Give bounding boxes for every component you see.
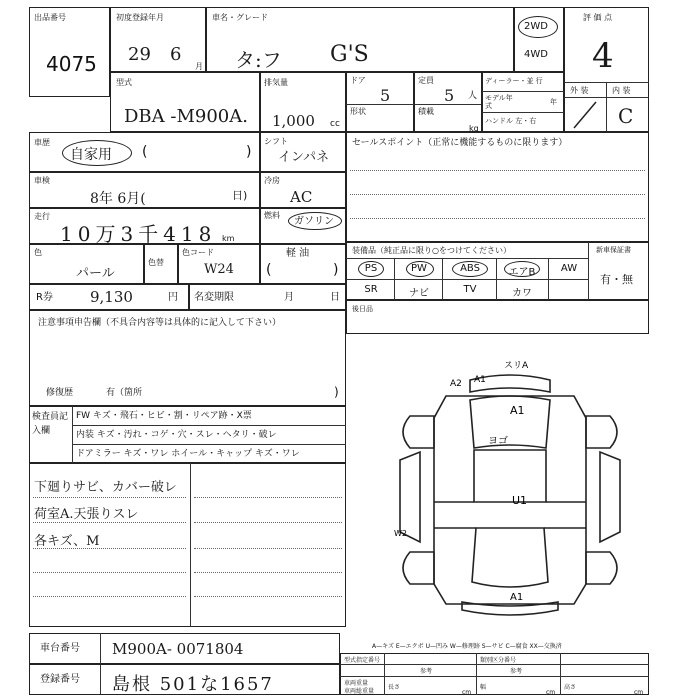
fuel-label: 燃料 bbox=[264, 211, 280, 220]
mark-a1-rear: A1 bbox=[510, 592, 524, 603]
load-label: 積載 bbox=[418, 107, 434, 116]
color-value: パール bbox=[76, 266, 115, 281]
length-label: 長さ bbox=[388, 684, 401, 691]
inspector-row2: 内装 キズ・汚れ・コゲ・穴・スレ・ヘタリ・破レ bbox=[76, 430, 277, 440]
warranty-value: 有・無 bbox=[600, 273, 633, 286]
memo-line3: 各キズ、M bbox=[34, 534, 100, 549]
sales-box bbox=[346, 132, 649, 242]
fuel-value: ガソリン bbox=[294, 216, 334, 227]
mark-w2: W2 bbox=[394, 529, 407, 538]
capacity-unit: 人 bbox=[468, 91, 478, 101]
history-label: 車歴 bbox=[34, 138, 50, 147]
mark-u1: U1 bbox=[512, 494, 528, 507]
ref-label-2: 参考 bbox=[510, 668, 523, 675]
kg-unit: kg bbox=[469, 124, 479, 133]
car-diagram bbox=[390, 352, 630, 622]
equip-ps: PS bbox=[364, 263, 378, 274]
lot-label: 出品番号 bbox=[34, 13, 66, 22]
exterior-slash bbox=[568, 100, 602, 130]
interior-value: C bbox=[618, 104, 634, 128]
handle-label: ハンドル 左・右 bbox=[485, 117, 537, 125]
inspector-label: 検査員記入欄 bbox=[32, 412, 69, 436]
door-value: 5 bbox=[380, 86, 391, 105]
history-paren-open: ( bbox=[142, 144, 148, 160]
equip-tv: TV bbox=[463, 284, 477, 295]
equip-pw-circle bbox=[406, 261, 434, 277]
memo-line1: 下廻りサビ、カバー破レ bbox=[34, 480, 177, 495]
refuel-paren-open: ( bbox=[266, 262, 272, 278]
capacity-value: 5 bbox=[444, 86, 455, 105]
door-label: ドア bbox=[350, 76, 366, 85]
period-unit: 月 bbox=[284, 292, 294, 303]
chassis-value: M900A- 0071804 bbox=[112, 640, 244, 658]
interior-label: 内 装 bbox=[612, 86, 631, 95]
first-reg-year: 29 bbox=[128, 44, 151, 65]
mark-a2: A2 bbox=[450, 379, 462, 389]
period-label: 名変期限 bbox=[194, 292, 234, 303]
exterior-label: 外 装 bbox=[570, 86, 589, 95]
km-unit: km bbox=[222, 234, 235, 243]
grade: G'S bbox=[330, 42, 369, 67]
shift-label: シフト bbox=[264, 137, 288, 146]
inspector-row3: ドアミラー キズ・ワレ ホイール・キャップ キズ・ワレ bbox=[76, 449, 300, 459]
ref-label-1: 参考 bbox=[420, 668, 433, 675]
reg-value: 島根 501な1657 bbox=[112, 674, 274, 695]
mark-yogo: ヨゴ bbox=[488, 436, 508, 447]
mileage-value: 10万3千418 bbox=[60, 222, 217, 246]
defect-legend: A—キズ E—エクボ U—凹み W—修理跡 S—サビ C—腐食 XX—交換済 bbox=[372, 643, 562, 650]
lot-number: 4075 bbox=[46, 52, 97, 76]
height-label: 高さ bbox=[564, 684, 577, 691]
equip-navi: ナビ bbox=[409, 288, 429, 299]
model-value: DBA -M900A. bbox=[124, 106, 248, 127]
period-day: 日 bbox=[330, 292, 340, 303]
cm-unit-1: cm bbox=[462, 689, 472, 696]
mileage-label: 走行 bbox=[34, 212, 50, 221]
color-change-label: 色替 bbox=[148, 258, 164, 267]
inspection-value: 8年 6月( bbox=[90, 191, 146, 207]
after-box bbox=[346, 300, 649, 334]
history-paren-close: ) bbox=[246, 144, 252, 160]
first-reg-month: 6 bbox=[170, 44, 182, 65]
inspection-label: 車検 bbox=[34, 176, 50, 185]
score-label: 評 価 点 bbox=[583, 13, 613, 22]
total-weight-label: 車両総重量 bbox=[344, 688, 375, 695]
chassis-label: 車台番号 bbox=[40, 643, 80, 654]
r-label: R券 bbox=[36, 292, 53, 303]
reg-label: 登録番号 bbox=[40, 674, 80, 685]
equip-sr: SR bbox=[364, 284, 378, 295]
capacity-label: 定員 bbox=[418, 76, 434, 85]
equip-label: 装備品（純正品に限り○をつけてください） bbox=[352, 246, 511, 255]
warranty-label: 新車保証書 bbox=[596, 246, 631, 254]
disp-label: 排気量 bbox=[264, 78, 288, 87]
equip-airbag-circle bbox=[504, 261, 540, 277]
mark-a1-top: A1 bbox=[474, 375, 486, 385]
sales-point-label: セールスポイント（正常に機能するものに限ります） bbox=[352, 138, 568, 148]
equip-abs: ABS bbox=[460, 263, 480, 274]
dealer-label: ディーラー・並 行 bbox=[485, 77, 543, 85]
shape-label: 形状 bbox=[350, 107, 366, 116]
width-label: 幅 bbox=[480, 684, 487, 691]
inspector-row1: FW キズ・飛石・ヒビ・割・リペア跡・X票 bbox=[76, 411, 252, 421]
repair-value: 有（箇所 bbox=[106, 388, 143, 398]
equip-aw: AW bbox=[560, 263, 578, 274]
equip-airbag: エアB bbox=[508, 267, 536, 278]
color-code-label: 色コード bbox=[182, 248, 214, 257]
refuel-paren-close: ) bbox=[333, 262, 339, 278]
equip-leather: カワ bbox=[512, 288, 532, 299]
ac-value: AC bbox=[290, 188, 313, 206]
designation-label: 型式指定番号 bbox=[344, 657, 381, 664]
cc-unit: cc bbox=[330, 119, 340, 129]
report-label: 注意事項申告欄（不具合内容等は具体的に記入して下さい） bbox=[38, 318, 282, 328]
mark-suri: スリA bbox=[504, 361, 529, 371]
history-value: 自家用 bbox=[70, 147, 112, 163]
equip-abs-circle bbox=[452, 261, 488, 277]
name-label: 車名・グレード bbox=[212, 13, 268, 22]
refuel-label: 軽 油 bbox=[286, 248, 310, 259]
equip-ps-circle bbox=[358, 261, 384, 277]
day-label: 日) bbox=[232, 189, 248, 202]
weight-label: 車両重量 bbox=[344, 680, 369, 687]
first-reg-label: 初度登録年月 bbox=[116, 13, 164, 22]
ac-label: 冷房 bbox=[264, 176, 280, 185]
repair-paren-close: ) bbox=[334, 385, 339, 399]
equip-pw: PW bbox=[411, 263, 427, 274]
shift-value: インパネ bbox=[278, 150, 330, 165]
yen-unit: 円 bbox=[168, 292, 178, 303]
car-name: タ:フ bbox=[235, 48, 282, 72]
model-year-label: モデル年式 bbox=[485, 94, 513, 110]
color-label: 色 bbox=[34, 248, 42, 257]
cm-unit-3: cm bbox=[634, 689, 644, 696]
score-value: 4 bbox=[592, 36, 614, 76]
disp-value: 1,000 bbox=[272, 112, 315, 130]
color-code-value: W24 bbox=[204, 262, 234, 277]
year-unit: 年 bbox=[550, 98, 557, 106]
month-unit: 月 bbox=[195, 62, 203, 71]
model-label: 型式 bbox=[116, 78, 132, 87]
r-value: 9,130 bbox=[90, 288, 133, 306]
memo-line2: 荷室A.天張りスレ bbox=[34, 507, 139, 522]
class-label: 類別区分番号 bbox=[480, 657, 517, 664]
repair-label: 修復歴 bbox=[46, 388, 74, 398]
drive-4wd: 4WD bbox=[524, 49, 548, 60]
cm-unit-2: cm bbox=[546, 689, 556, 696]
drive-2wd: 2WD bbox=[524, 21, 548, 32]
after-label: 後日品 bbox=[352, 305, 373, 313]
mark-a1-roof: A1 bbox=[510, 404, 525, 417]
